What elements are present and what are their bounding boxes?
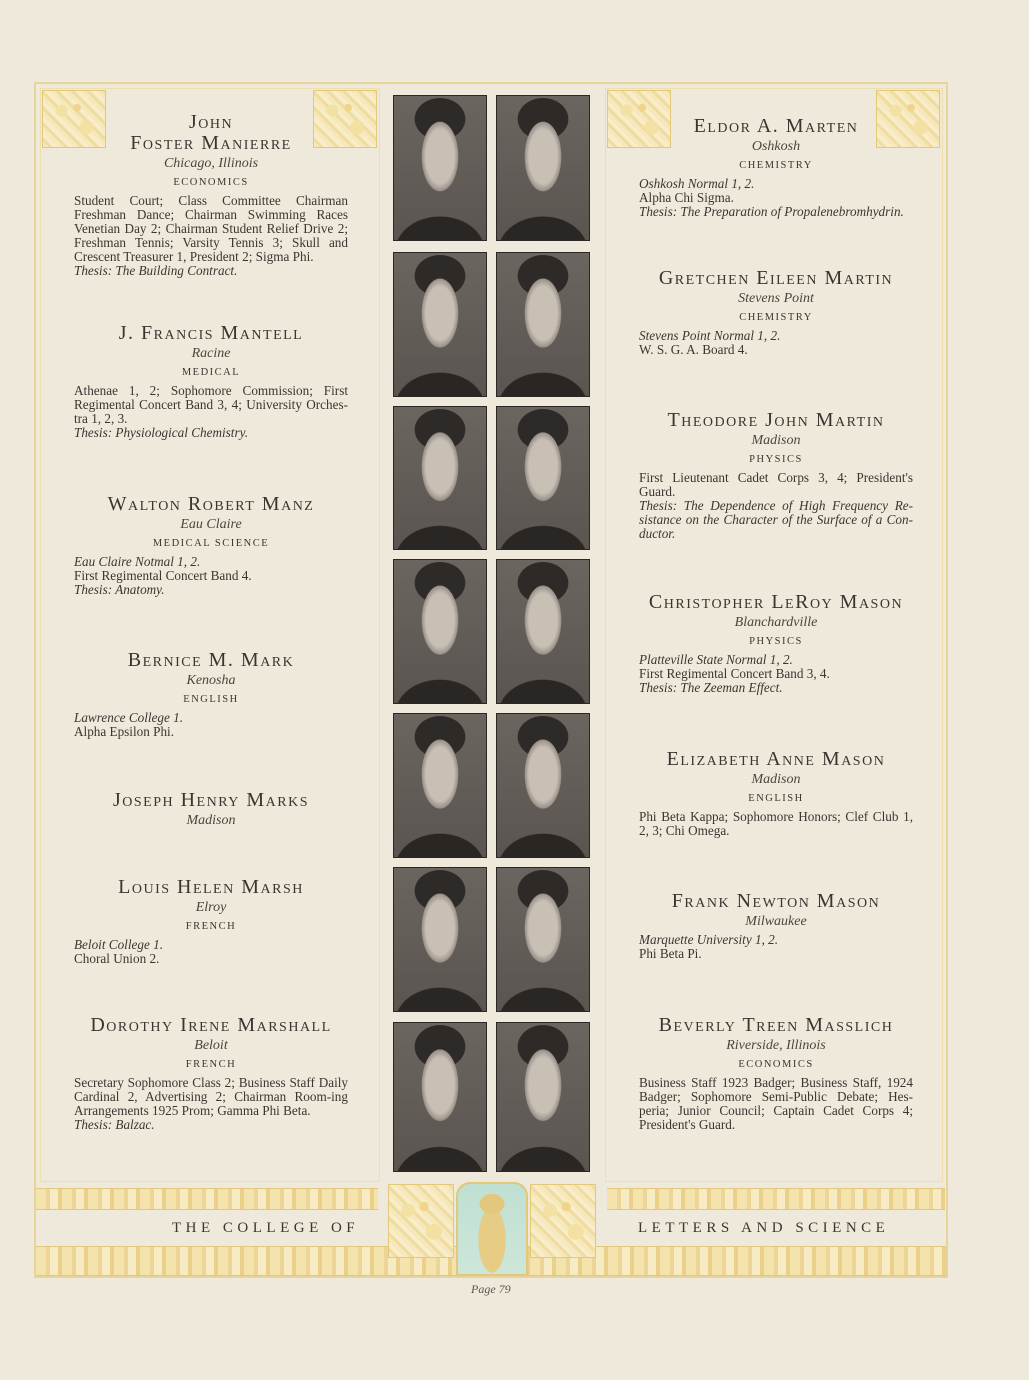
student-name: Louis Helen Marsh: [118, 876, 304, 898]
student-hometown: Blanchardville: [734, 615, 818, 630]
student-activities: Business Staff 1923 Badger; Business Staff, 1924 Badger; Sophomore Semi-Public Debate; Hes-peria; Junior Council; Captain Cadet Corps 4; President's Guard.: [639, 1075, 913, 1132]
student-entry: [639, 749, 913, 838]
student-hometown: Oshkosh: [751, 139, 801, 154]
student-name: Joseph Henry Marks: [112, 789, 310, 811]
student-name: Gretchen Eileen Martin: [658, 267, 894, 289]
student-thesis: Thesis: Anatomy.: [74, 582, 165, 597]
statue-emblem-icon: [456, 1182, 528, 1276]
student-thesis: Thesis: The Building Contract.: [74, 263, 238, 278]
ornament-footer-left: [388, 1184, 454, 1258]
student-hometown: Beloit: [194, 1038, 228, 1053]
student-activities: W. S. G. A. Board 4.: [639, 342, 748, 357]
portrait-photo-left-1: [393, 95, 487, 241]
student-name: Dorothy Irene Marshall: [90, 1014, 332, 1036]
student-hometown: Racine: [191, 346, 231, 361]
student-name: Bernice M. Mark: [127, 649, 295, 671]
footer-band-top-left: [36, 1188, 378, 1210]
student-entry: [74, 323, 348, 440]
student-activities: First Regimental Concert Band 4.: [74, 568, 252, 583]
student-entry: [74, 494, 348, 597]
footer-band-top-right: [607, 1188, 945, 1210]
student-hometown: Eau Claire: [180, 517, 242, 532]
footer-right-text: LETTERS AND SCIENCE: [638, 1220, 890, 1236]
student-thesis: Thesis: Physiological Chemistry.: [74, 425, 248, 440]
student-activities: First Lieutenant Cadet Corps 3, 4; President's Guard.: [639, 470, 913, 499]
student-name: J. Francis Mantell: [118, 322, 304, 344]
student-activities: First Regimental Concert Band 3, 4.: [639, 666, 830, 681]
student-department: ENGLISH: [748, 793, 804, 804]
student-thesis: Thesis: Balzac.: [74, 1117, 155, 1132]
student-department: ECONOMICS: [173, 177, 249, 188]
student-activities: Alpha Epsilon Phi.: [74, 724, 175, 739]
student-activities: Phi Beta Pi.: [639, 946, 702, 961]
student-department: CHEMISTRY: [739, 160, 813, 171]
portrait-photo-left-7: [393, 1022, 487, 1172]
student-activities: Choral Union 2.: [74, 951, 160, 966]
portrait-photo-left-3: [393, 406, 487, 550]
student-entry: [74, 1015, 348, 1132]
student-activities: Phi Beta Kappa; Sophomore Honors; Clef Club 1, 2, 3; Chi Omega.: [639, 809, 913, 838]
portrait-photo-right-5: [496, 713, 590, 858]
student-thesis: Thesis: The Preparation of Propalenebromhydrin.: [639, 204, 904, 219]
portrait-photo-left-2: [393, 252, 487, 397]
student-hometown: Chicago, Illinois: [163, 156, 259, 171]
student-name: Beverly Treen Masslich: [658, 1014, 894, 1036]
student-department: ECONOMICS: [738, 1059, 814, 1070]
student-activities: Alpha Chi Sigma.: [639, 190, 734, 205]
student-hometown: Madison: [751, 772, 801, 787]
ornament-footer-right: [530, 1184, 596, 1258]
student-name-line-1: John: [188, 111, 234, 133]
portrait-photo-left-4: [393, 559, 487, 704]
student-hometown: Milwaukee: [745, 914, 807, 929]
portrait-photo-right-3: [496, 406, 590, 550]
student-entry: [74, 650, 348, 739]
student-name: Foster Manierre: [130, 132, 292, 154]
student-department: PHYSICS: [749, 636, 803, 647]
student-entry: [639, 592, 913, 695]
student-department: MEDICAL SCIENCE: [152, 538, 270, 549]
student-name: Theodore John Martin: [667, 409, 885, 431]
student-name: Frank Newton Mason: [671, 890, 881, 912]
student-department: CHEMISTRY: [739, 312, 813, 323]
student-hometown: Madison: [186, 813, 236, 828]
student-hometown: Madison: [751, 433, 801, 448]
student-entry: [639, 410, 913, 541]
student-entry: [639, 1015, 913, 1132]
student-prior-school: Eau Claire Notmal 1, 2.: [74, 554, 201, 569]
student-department: ENGLISH: [183, 694, 239, 705]
portrait-photo-left-6: [393, 867, 487, 1012]
student-entry: [74, 112, 348, 278]
student-entry: [639, 891, 913, 961]
portrait-photo-right-2: [496, 252, 590, 397]
student-activities: Athenae 1, 2; Sophomore Commission; First Regimental Concert Band 3, 4; University Orches-tra 1, 2, 3.: [74, 383, 348, 426]
student-entry: [74, 790, 348, 830]
student-department: FRENCH: [185, 1059, 237, 1070]
student-thesis: Thesis: The Dependence of High Frequency Re-sistance on the Character of the Surface of a Con-ductor.: [639, 498, 913, 541]
portrait-photo-right-4: [496, 559, 590, 704]
student-prior-school: Stevens Point Normal 1, 2.: [639, 328, 781, 343]
student-hometown: Stevens Point: [738, 291, 814, 306]
portrait-photo-right-1: [496, 95, 590, 241]
student-department: MEDICAL: [181, 367, 241, 378]
portrait-photo-left-5: [393, 713, 487, 858]
student-entry: [74, 877, 348, 966]
student-name: Eldor A. Marten: [693, 115, 859, 137]
student-entry: [639, 268, 913, 357]
student-name: Walton Robert Manz: [107, 493, 315, 515]
student-activities: Secretary Sophomore Class 2; Business Staff Daily Cardinal 2, Advertising 2; Chairman Room-ing Arrangements 1925 Prom; Gamma Phi Beta.: [74, 1075, 348, 1118]
student-prior-school: Beloit College 1.: [74, 937, 163, 952]
student-hometown: Riverside, Illinois: [726, 1038, 826, 1053]
page-number: Page 79: [471, 1282, 511, 1296]
portrait-photo-right-7: [496, 1022, 590, 1172]
student-department: PHYSICS: [749, 454, 803, 465]
student-prior-school: Oshkosh Normal 1, 2.: [639, 176, 755, 191]
portrait-photo-right-6: [496, 867, 590, 1012]
student-activities: Student Court; Class Committee Chairman Freshman Dance; Chairman Swimming Races Venetian Day 2; Chairman Student Relief Drive 2; Freshman Tennis; Varsity Tennis 3; Skull and Crescent Treasurer 1, President 2; Sigma Phi.: [74, 193, 348, 264]
student-name: Elizabeth Anne Mason: [666, 748, 886, 770]
student-thesis: Thesis: The Zeeman Effect.: [639, 680, 783, 695]
student-name: Christopher LeRoy Mason: [648, 591, 904, 613]
student-prior-school: Lawrence College 1.: [74, 710, 184, 725]
student-hometown: Kenosha: [186, 673, 236, 688]
student-department: FRENCH: [185, 921, 237, 932]
footer-left-text: THE COLLEGE OF: [172, 1220, 360, 1236]
student-prior-school: Marquette University 1, 2.: [639, 932, 779, 947]
student-hometown: Elroy: [195, 900, 227, 915]
student-prior-school: Platteville State Normal 1, 2.: [639, 652, 793, 667]
student-entry: [639, 116, 913, 219]
